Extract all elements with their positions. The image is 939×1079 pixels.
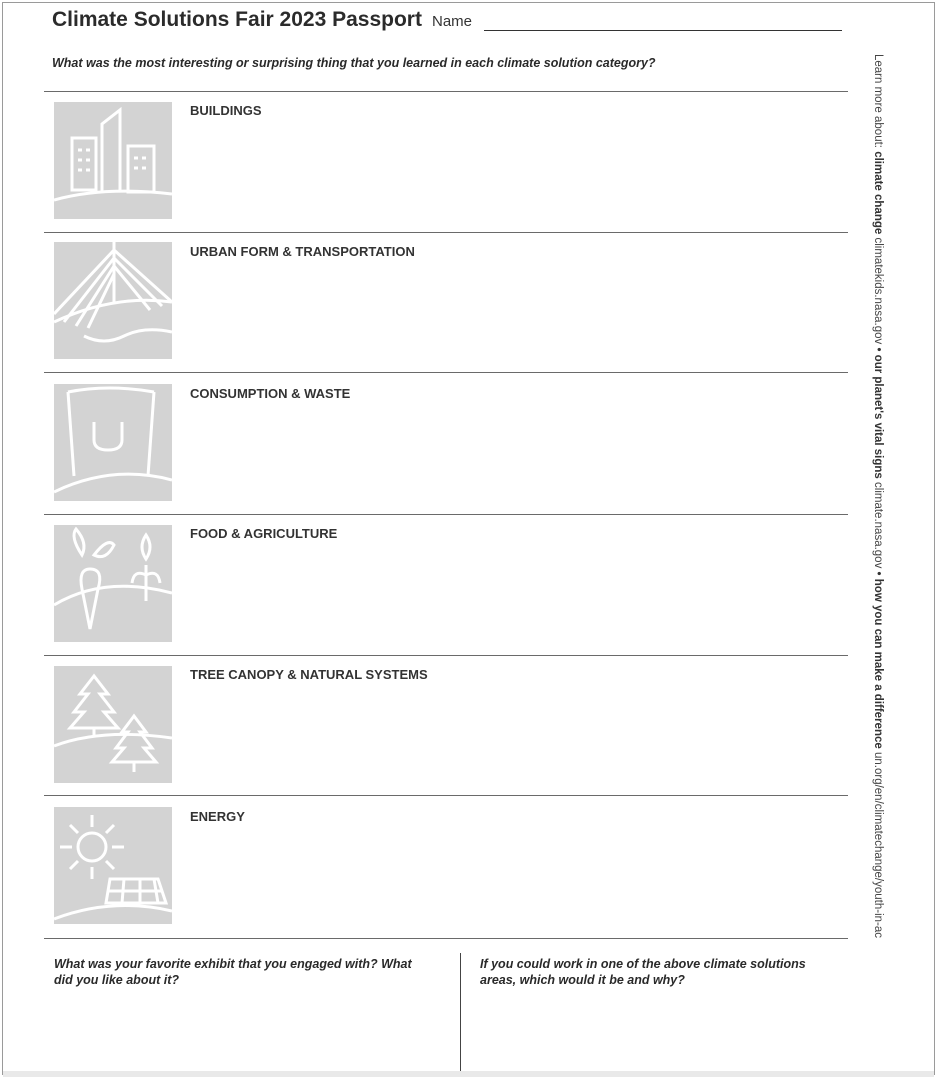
section-divider: [44, 795, 848, 796]
sidebar-link-climatekids[interactable]: climatekids.nasa.gov: [872, 237, 884, 345]
bridge-icon: [54, 242, 172, 359]
sidebar-topic-make-difference: how you can make a difference: [872, 578, 884, 749]
sidebar-link-climate-nasa[interactable]: climate.nasa.gov: [872, 482, 884, 569]
trees-icon: [54, 666, 172, 783]
category-label-tree-canopy: TREE CANOPY & NATURAL SYSTEMS: [190, 667, 428, 682]
plants-icon: [54, 525, 172, 642]
resource-links-sidebar: [868, 54, 888, 1071]
category-label-food: FOOD & AGRICULTURE: [190, 526, 338, 541]
section-divider: [44, 655, 848, 656]
section-divider: [44, 232, 848, 233]
sidebar-topic-vital-signs: our planet's vital signs: [872, 354, 884, 479]
section-divider: [44, 372, 848, 373]
section-divider: [44, 514, 848, 515]
section-divider: [44, 938, 848, 939]
bucket-icon: [54, 384, 172, 501]
category-label-urban-form: URBAN FORM & TRANSPORTATION: [190, 244, 415, 259]
page-title: Climate Solutions Fair 2023 Passport: [52, 8, 422, 31]
sidebar-separator: •: [872, 347, 884, 352]
sidebar-prefix: Learn more about:: [872, 54, 884, 148]
category-label-consumption: CONSUMPTION & WASTE: [190, 386, 351, 401]
column-divider: [460, 953, 461, 1071]
sidebar-topic-climate-change: climate change: [872, 151, 884, 235]
solar-icon: [54, 807, 172, 924]
buildings-icon: [54, 102, 172, 219]
career-question: If you could work in one of the above climate solutions areas, which would it be and why?: [480, 957, 806, 987]
bottom-scroll-strip: [3, 1071, 934, 1077]
sidebar-link-un[interactable]: un.org/en/climatechange/youth-in-ac: [872, 751, 884, 939]
main-prompt: What was the most interesting or surprising thing that you learned in each climate solution category?: [52, 56, 656, 70]
favorite-exhibit-question: What was your favorite exhibit that you engaged with? What did you like about it?: [54, 957, 412, 987]
sidebar-separator: •: [872, 571, 884, 576]
category-label-buildings: BUILDINGS: [190, 103, 262, 118]
section-divider: [44, 91, 848, 92]
category-label-energy: ENERGY: [190, 809, 245, 824]
name-field-line[interactable]: [484, 30, 842, 31]
name-label: Name: [432, 13, 473, 30]
